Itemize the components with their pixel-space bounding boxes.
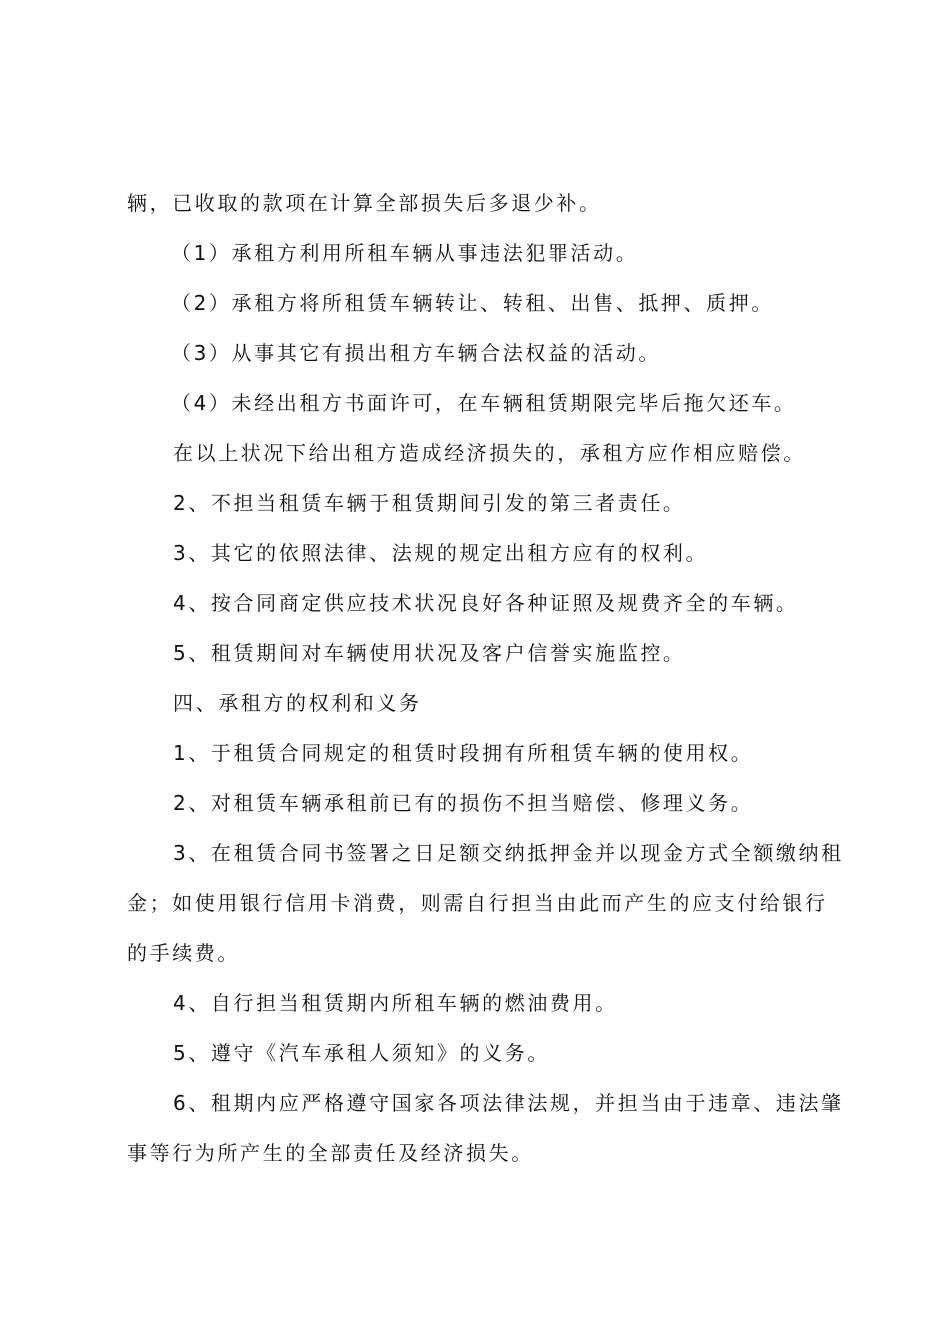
lessee-duty-5: 5、遵守《汽车承租人须知》的义务。 [173,1041,550,1065]
lessor-duty-5: 5、租赁期间对车辆使用状况及客户信誉实施监控。 [173,641,686,665]
lessee-right-1: 1、于租赁合同规定的租赁时段拥有所租赁车辆的使用权。 [173,741,754,765]
clause-item-3: （3）从事其它有损出租方车辆合法权益的活动。 [171,341,661,365]
lessor-right-2: 2、不担当租赁车辆于租赁期间引发的第三者责任。 [173,491,686,515]
lessee-right-2: 2、对租赁车辆承租前已有的损伤不担当赔偿、修理义务。 [173,791,754,815]
paragraph-continuation: 辆，已收取的款项在计算全部损失后多退少补。 [127,191,602,215]
document-body [127,188,844,1168]
lessee-duty-3-line-3: 的手续费。 [127,941,240,965]
clause-item-1: （1）承租方利用所租车辆从事违法犯罪活动。 [171,241,639,265]
lessee-duty-3-line-2: 金；如使用银行信用卡消费，则需自行担当由此而产生的应支付给银行 [127,891,828,915]
lessor-right-3: 3、其它的依照法律、法规的规定出租方应有的权利。 [173,541,709,565]
clause-item-2: （2）承租方将所租赁车辆转让、转租、出售、抵押、质押。 [171,291,774,315]
lessee-duty-3-line-1: 3、在租赁合同书签署之日足额交纳抵押金并以现金方式全额缴纳租 [173,841,844,865]
section-heading-lessee: 四、承租方的权利和义务 [173,691,422,715]
clause-item-4: （4）未经出租方书面许可，在车辆租赁期限完毕后拖欠还车。 [171,391,797,415]
lessee-duty-6-line-1: 6、租期内应严格遵守国家各项法律法规，并担当由于违章、违法肇 [173,1091,844,1115]
lessee-duty-4: 4、自行担当租赁期内所租车辆的燃油费用。 [173,991,618,1015]
compensation-statement: 在以上状况下给出租方造成经济损失的，承租方应作相应赔偿。 [173,441,806,465]
lessee-duty-6-line-2: 事等行为所产生的全部责任及经济损失。 [127,1141,534,1165]
lessor-duty-4: 4、按合同商定供应技术状况良好各种证照及规费齐全的车辆。 [173,591,799,615]
